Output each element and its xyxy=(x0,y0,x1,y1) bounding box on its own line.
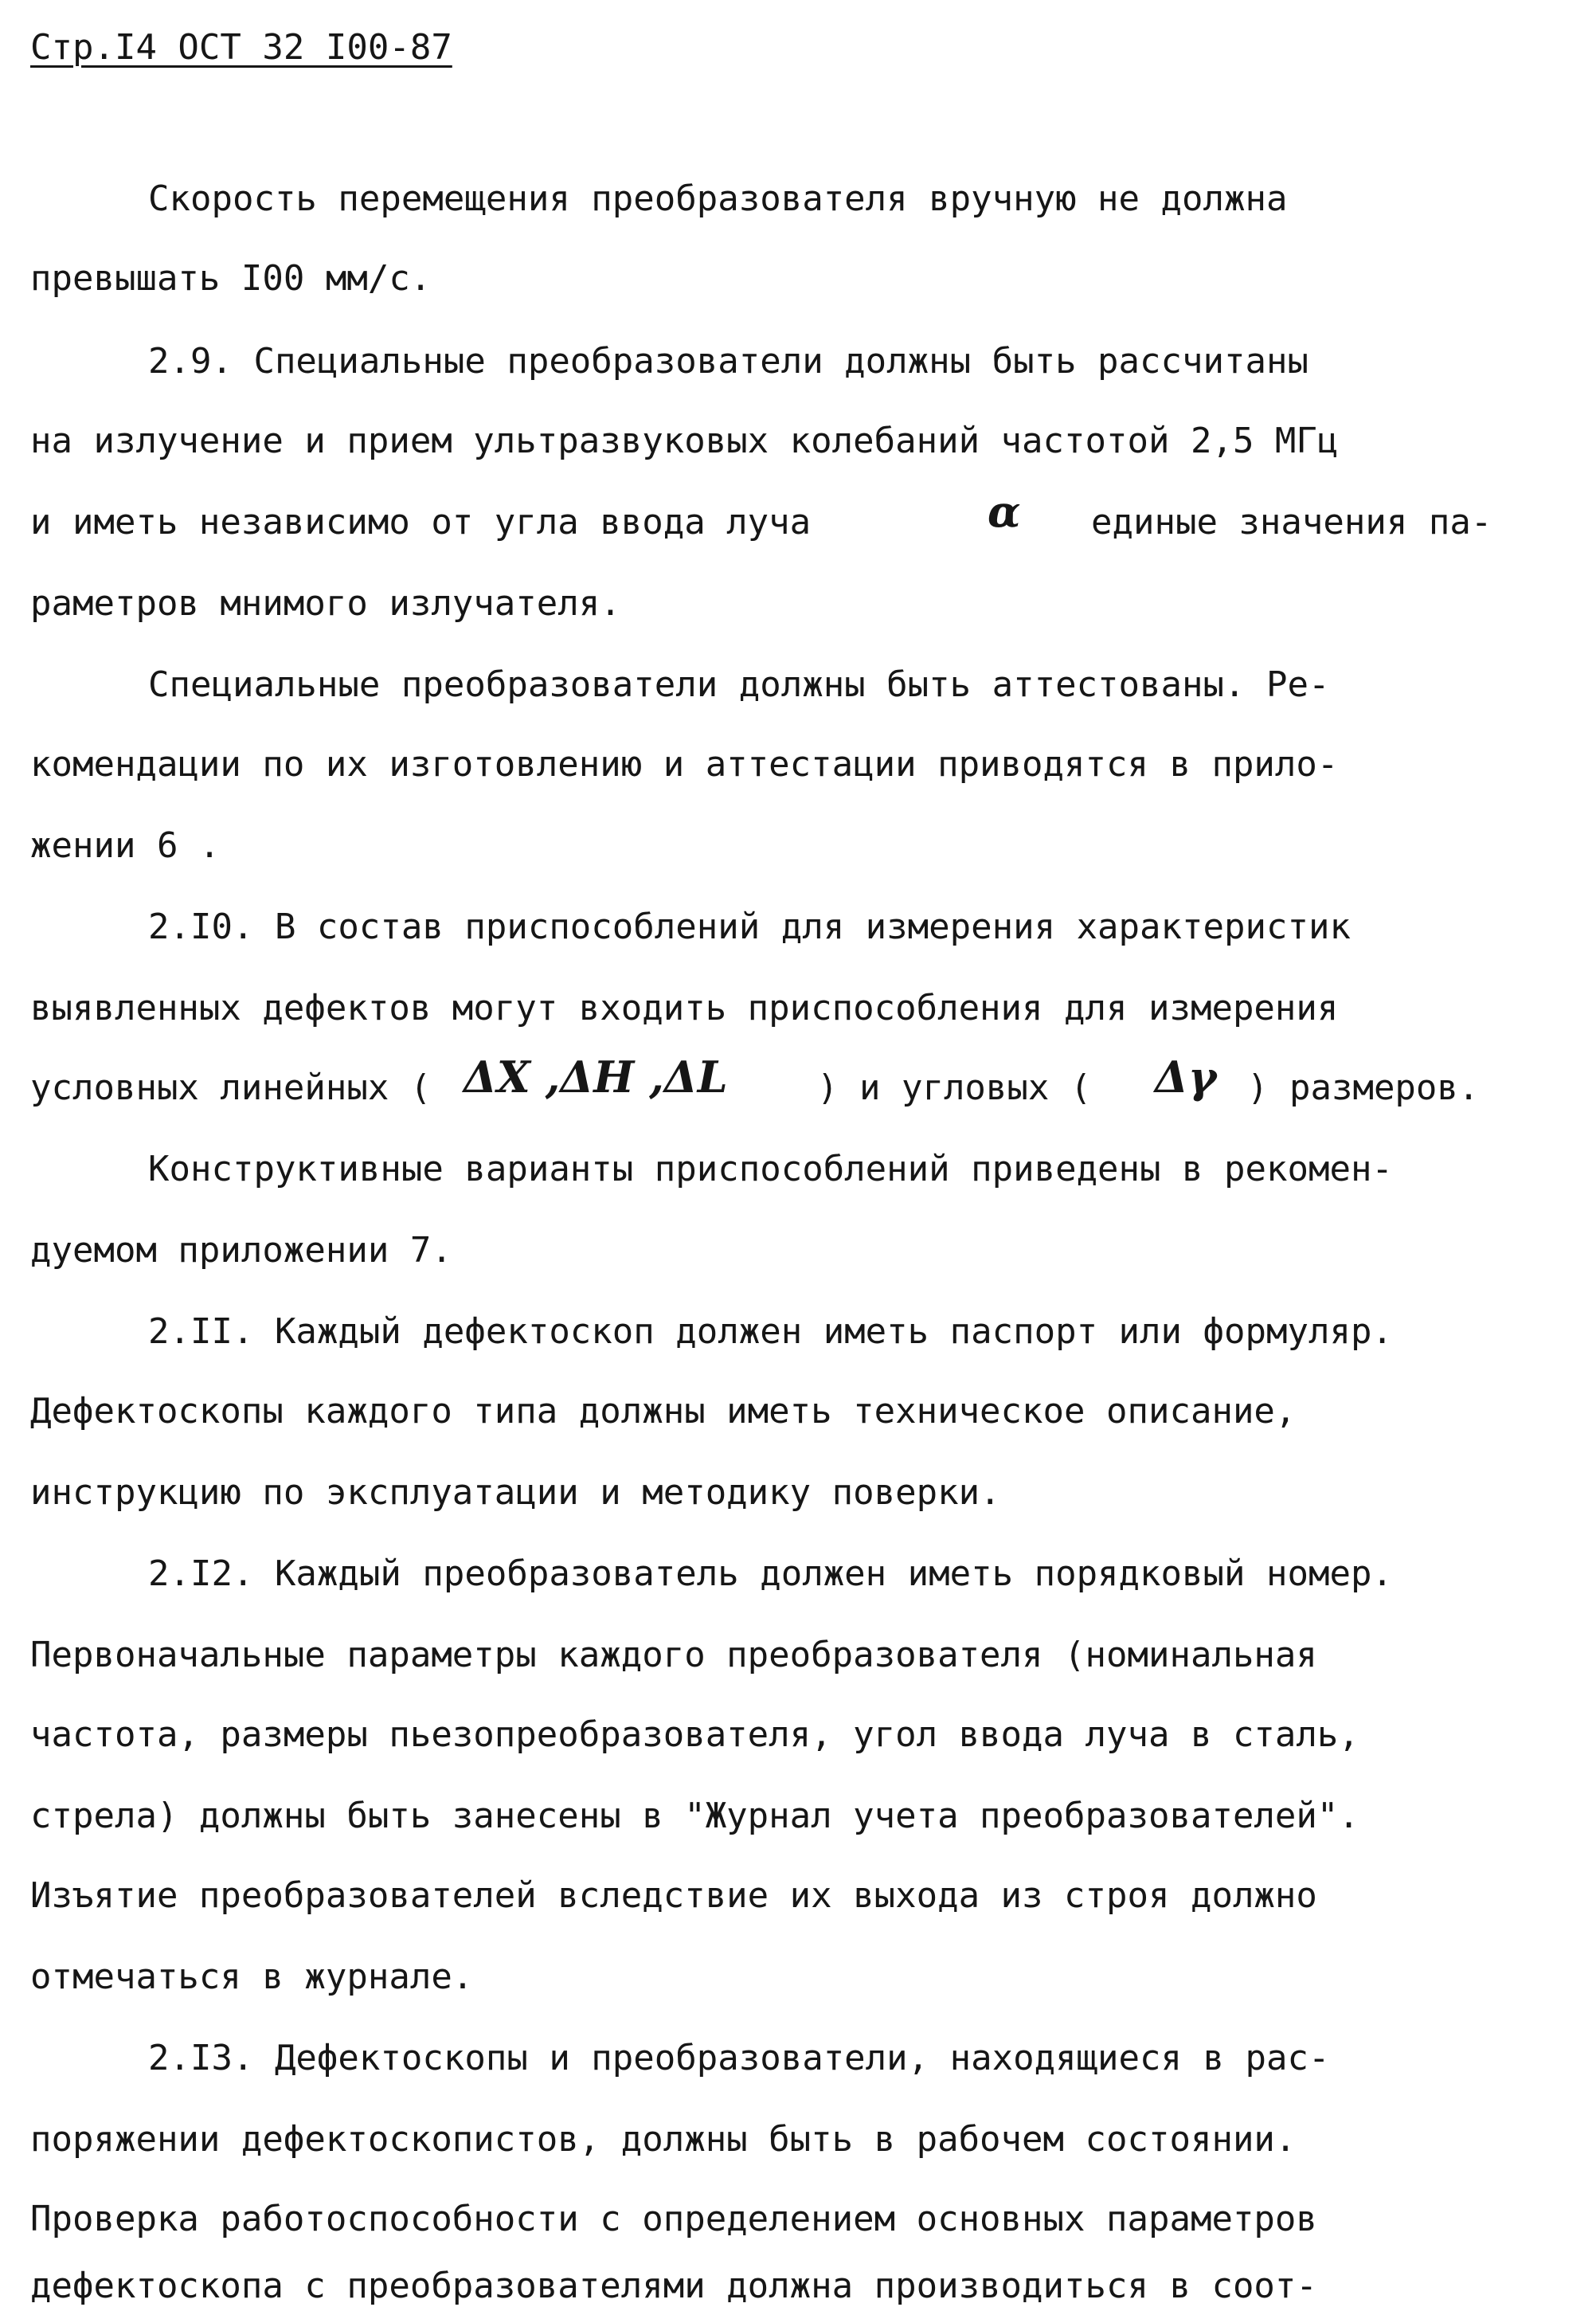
text-line: Первоначальные параметры каждого преобразователя (номинальная xyxy=(30,1635,1317,1675)
text-line: 2.9. Специальные преобразователи должны быть рассчитаны xyxy=(148,341,1308,382)
alpha-symbol: α xyxy=(988,486,1021,537)
text-line: 2.I3. Дефектоскопы и преобразователи, находящиеся в рас- xyxy=(148,2038,1330,2078)
text-line: поряжении дефектоскопистов, должны быть в рабочем состоянии. xyxy=(30,2119,1297,2160)
text-line: и иметь независимо от угла ввода луча xyxy=(30,502,812,542)
text-line: ) и угловых ( xyxy=(817,1067,1092,1108)
text-line: Конструктивные варианты приспособлений приведены в рекомен- xyxy=(148,1149,1393,1189)
text-line: раметров мнимого излучателя. xyxy=(30,583,621,624)
text-line: инструкцию по эксплуатации и методику поверки. xyxy=(30,1472,1001,1513)
text-line: 2.I0. В состав приспособлений для измерения характеристик xyxy=(148,907,1351,947)
text-line: Специальные преобразователи должны быть аттестованы. Ре- xyxy=(148,664,1330,705)
text-line: дуемом приложении 7. xyxy=(30,1230,452,1271)
text-line: единые значения па- xyxy=(1091,502,1492,542)
text-line: стрела) должны быть занесены в "Журнал учета преобразователей". xyxy=(30,1796,1359,1836)
text-line: частота, размеры пьезопреобразователя, угол ввода луча в сталь, xyxy=(30,1714,1359,1755)
text-line: ) размеров. xyxy=(1247,1067,1480,1108)
text-line: 2.I2. Каждый преобразователь должен иметь порядковый номер. xyxy=(148,1553,1393,1594)
text-line: отмечаться в журнале. xyxy=(30,1957,474,1997)
text-line: на излучение и прием ультразвуковых колебаний частотой 2,5 МГц xyxy=(30,421,1339,461)
text-line: Изъятие преобразователей вследствие их выхода из строя должно xyxy=(30,1875,1317,1916)
text-line: Дефектоскопы каждого типа должны иметь техническое описание, xyxy=(30,1391,1297,1432)
text-line: выявленных дефектов могут входить приспособления для измерения xyxy=(30,988,1339,1028)
text-line: жении 6 . xyxy=(30,825,221,866)
page-header: Стр.I4 ОСТ 32 I00-87 xyxy=(30,27,452,68)
text-line: превышать I00 мм/с. xyxy=(30,258,432,299)
text-line: дефектоскопа с преобразователями должна производиться в соот- xyxy=(30,2266,1317,2306)
text-line: Проверка работоспособности с определением основных параметров xyxy=(30,2199,1317,2239)
text-line: условных линейных ( xyxy=(30,1067,432,1108)
angular-dimension-formula: Δγ xyxy=(1155,1052,1217,1103)
text-line: комендации по их изготовлению и аттестации приводятся в прило- xyxy=(30,744,1339,785)
linear-dimensions-formula: ΔX ,ΔH ,ΔL xyxy=(464,1052,728,1103)
text-line: 2.II. Каждый дефектоскоп должен иметь паспорт или формуляр. xyxy=(148,1311,1393,1352)
text-line: Скорость перемещения преобразователя вручную не должна xyxy=(148,178,1288,219)
